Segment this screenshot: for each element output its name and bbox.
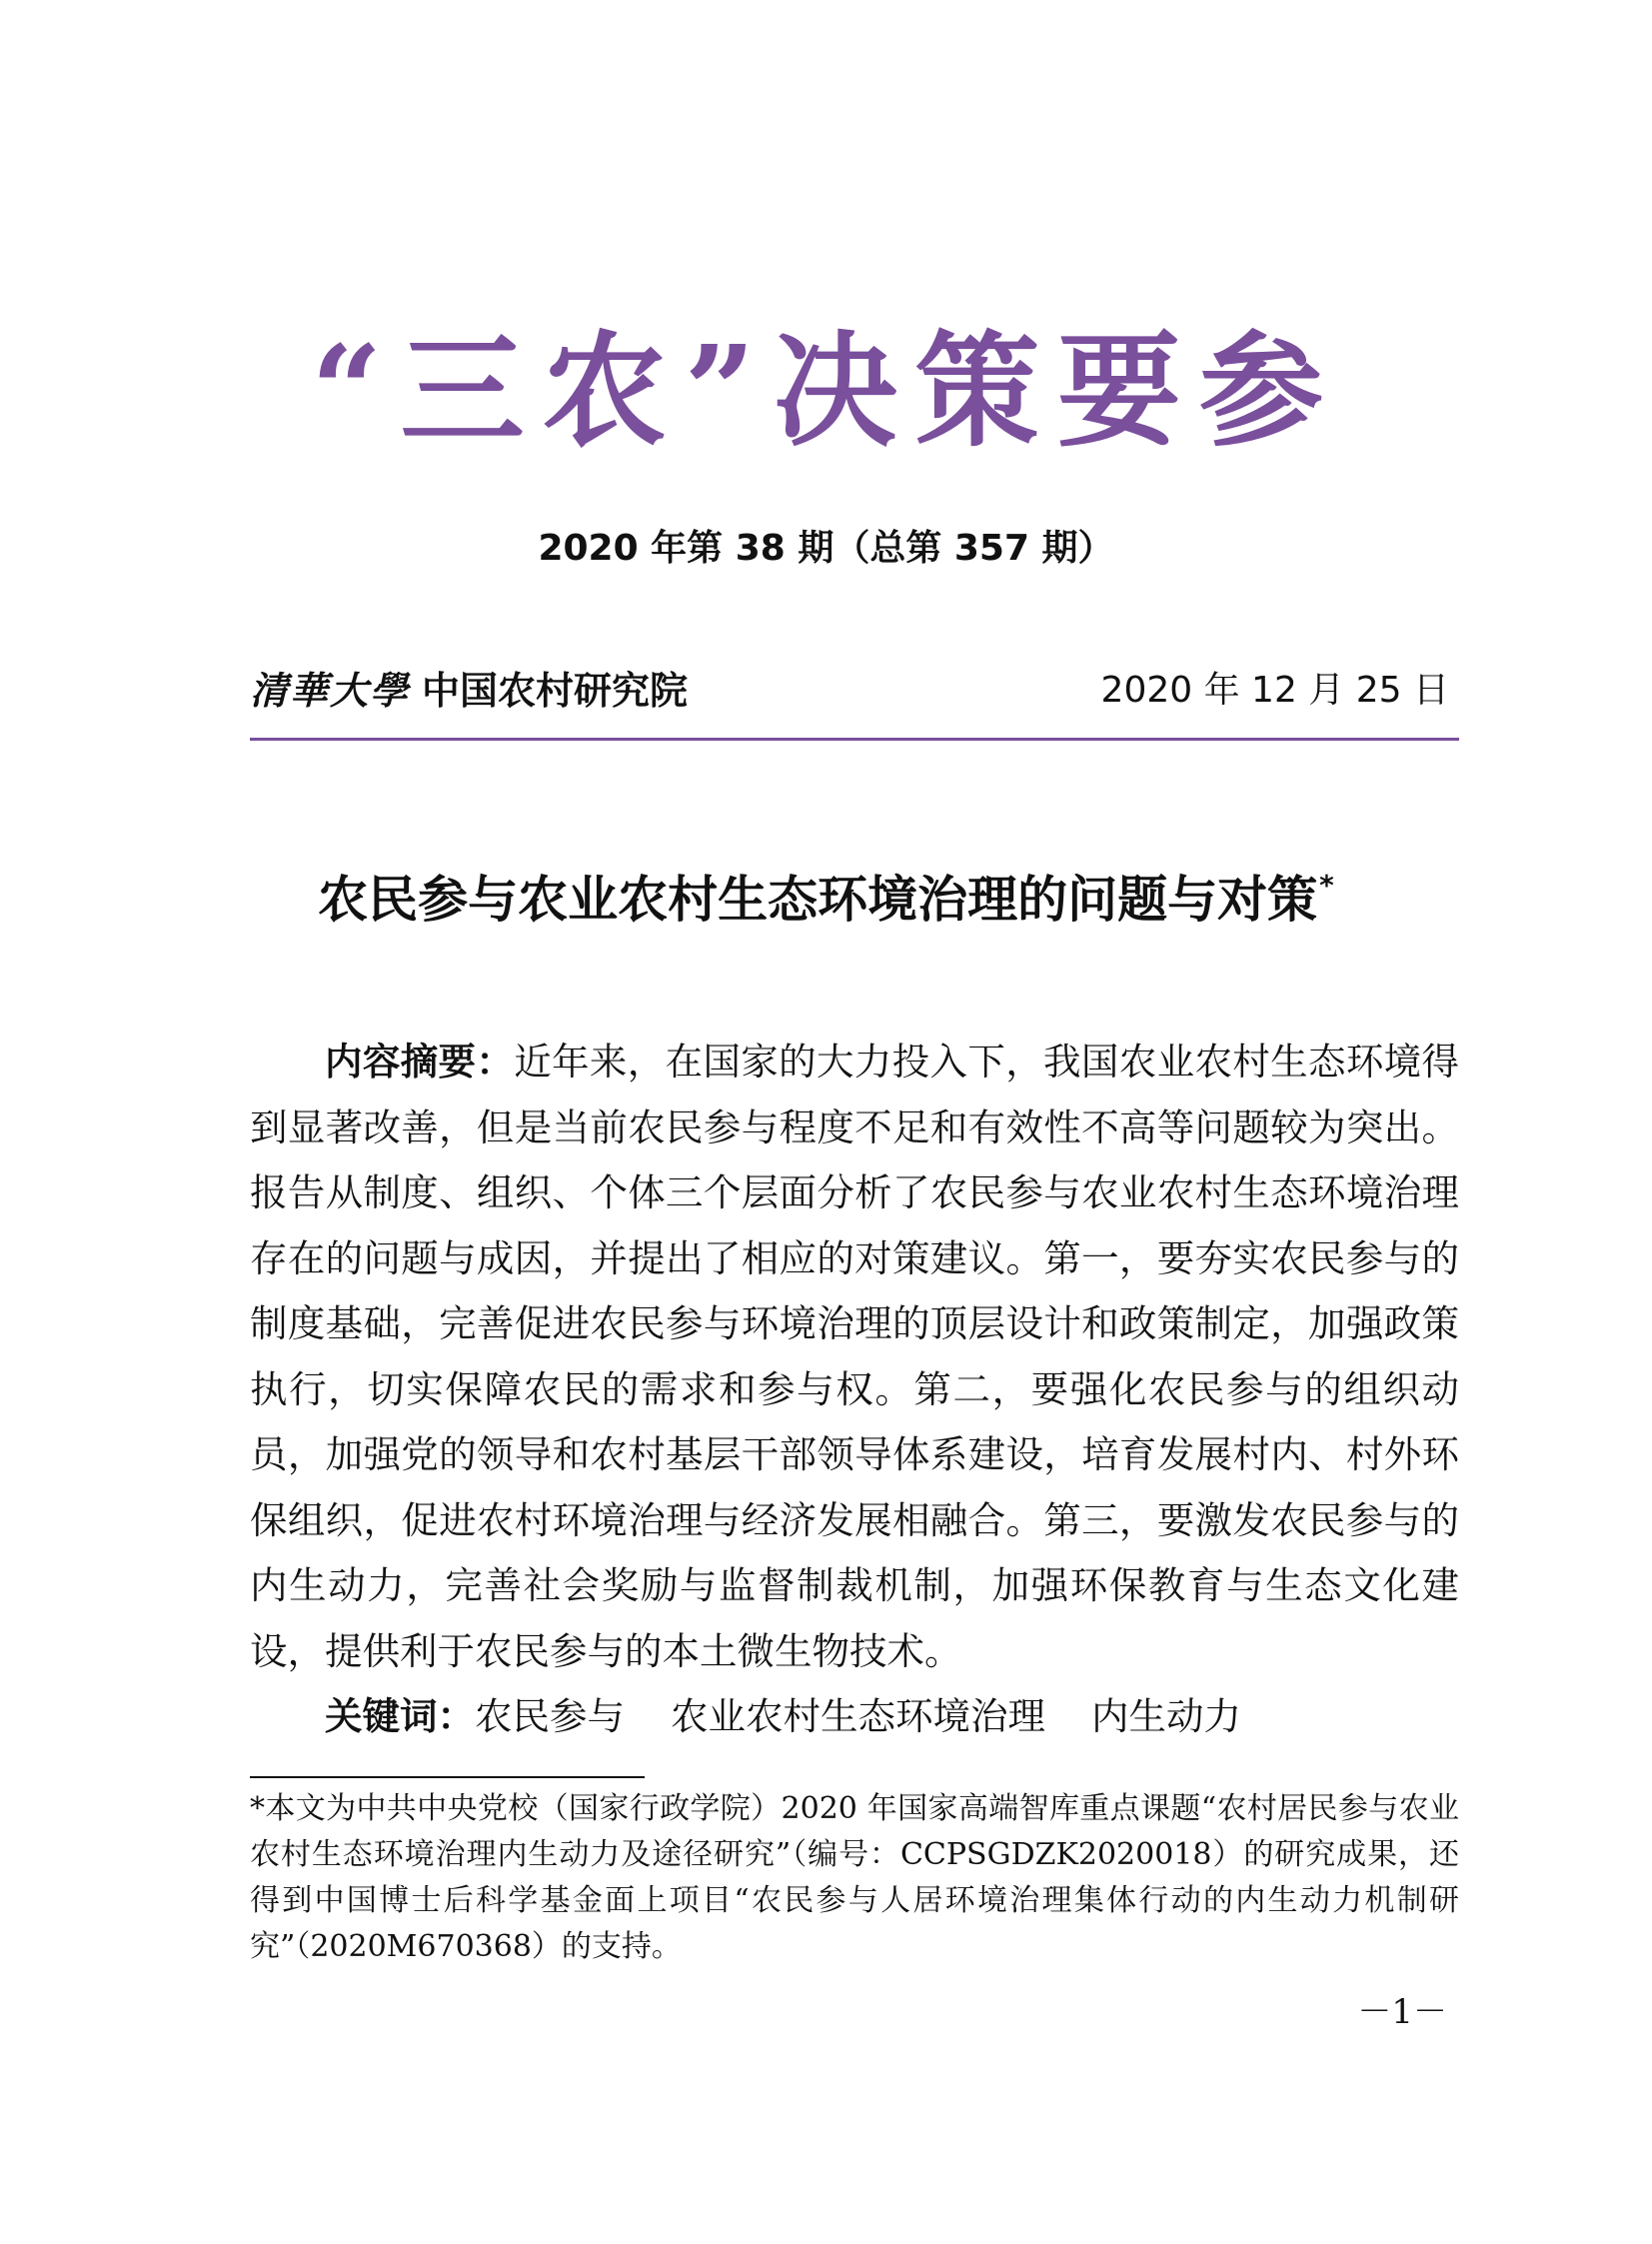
footnote-divider (250, 1776, 645, 1778)
institute-name: 中国农村研究院 (422, 669, 689, 713)
university-logo-text: 清華大學 (250, 668, 411, 713)
header-divider (250, 738, 1459, 741)
masthead-title: “三农”决策要参 (311, 319, 1341, 464)
article-title (0, 860, 1652, 932)
keyword: 农民参与 (475, 1694, 625, 1738)
page-number: －1－ (1357, 1992, 1447, 2032)
keyword: 内生动力 (1091, 1694, 1241, 1738)
footnote: *本文为中共中央党校（国家行政学院）2020 年国家高端智库重点课题“农村居民参与农业农村生态环境治理内生动力及途径研究”（编号：CCPSGDZK2020018）的研究成果，还得到中国博士后科学基金面上项目“农民参与人居环境治理集体行动的内生动力机制研究”（2020M670368）的支持。 (250, 1791, 1459, 1964)
abstract-label: 内容摘要： (325, 1040, 515, 1084)
abstract (250, 1030, 1459, 1684)
title-footnote-marker: * (1319, 869, 1334, 902)
publisher-header (250, 660, 1459, 716)
publication-date: 2020 年 12 月 25 日 (1100, 670, 1449, 711)
keywords (250, 1684, 1459, 1750)
abstract-text: 近年来，在国家的大力投入下，我国农业农村生态环境得到显著改善，但是当前农民参与程度不足和有效性不高等问题较为突出。报告从制度、组织、个体三个层面分析了农民参与农业农村生态环境治理存在的问题与成因，并提出了相应的对策建议。第一，要夯实农民参与的制度基础，完善促进农民参与环境治理的顶层设计和政策制定，加强政策执行，切实保障农民的需求和参与权。第二，要强化农民参与的组织动员，加强党的领导和农村基层干部领导体系建设，培育发展村内、村外环保组织，促进农村环境治理与经济发展相融合。第三，要激发农民参与的内生动力，完善社会奖励与监督制裁机制，加强环保教育与生态文化建设，提供利于农民参与的本土微生物技术。 (250, 1040, 1460, 1673)
keywords-label: 关键词： (325, 1694, 475, 1738)
keyword: 农业农村生态环境治理 (671, 1694, 1045, 1738)
issue-number: 2020 年第 38 期（总第 357 期） (538, 528, 1114, 569)
article-title-text: 农民参与农业农村生态环境治理的问题与对策 (318, 871, 1318, 929)
publisher-block (250, 660, 688, 715)
